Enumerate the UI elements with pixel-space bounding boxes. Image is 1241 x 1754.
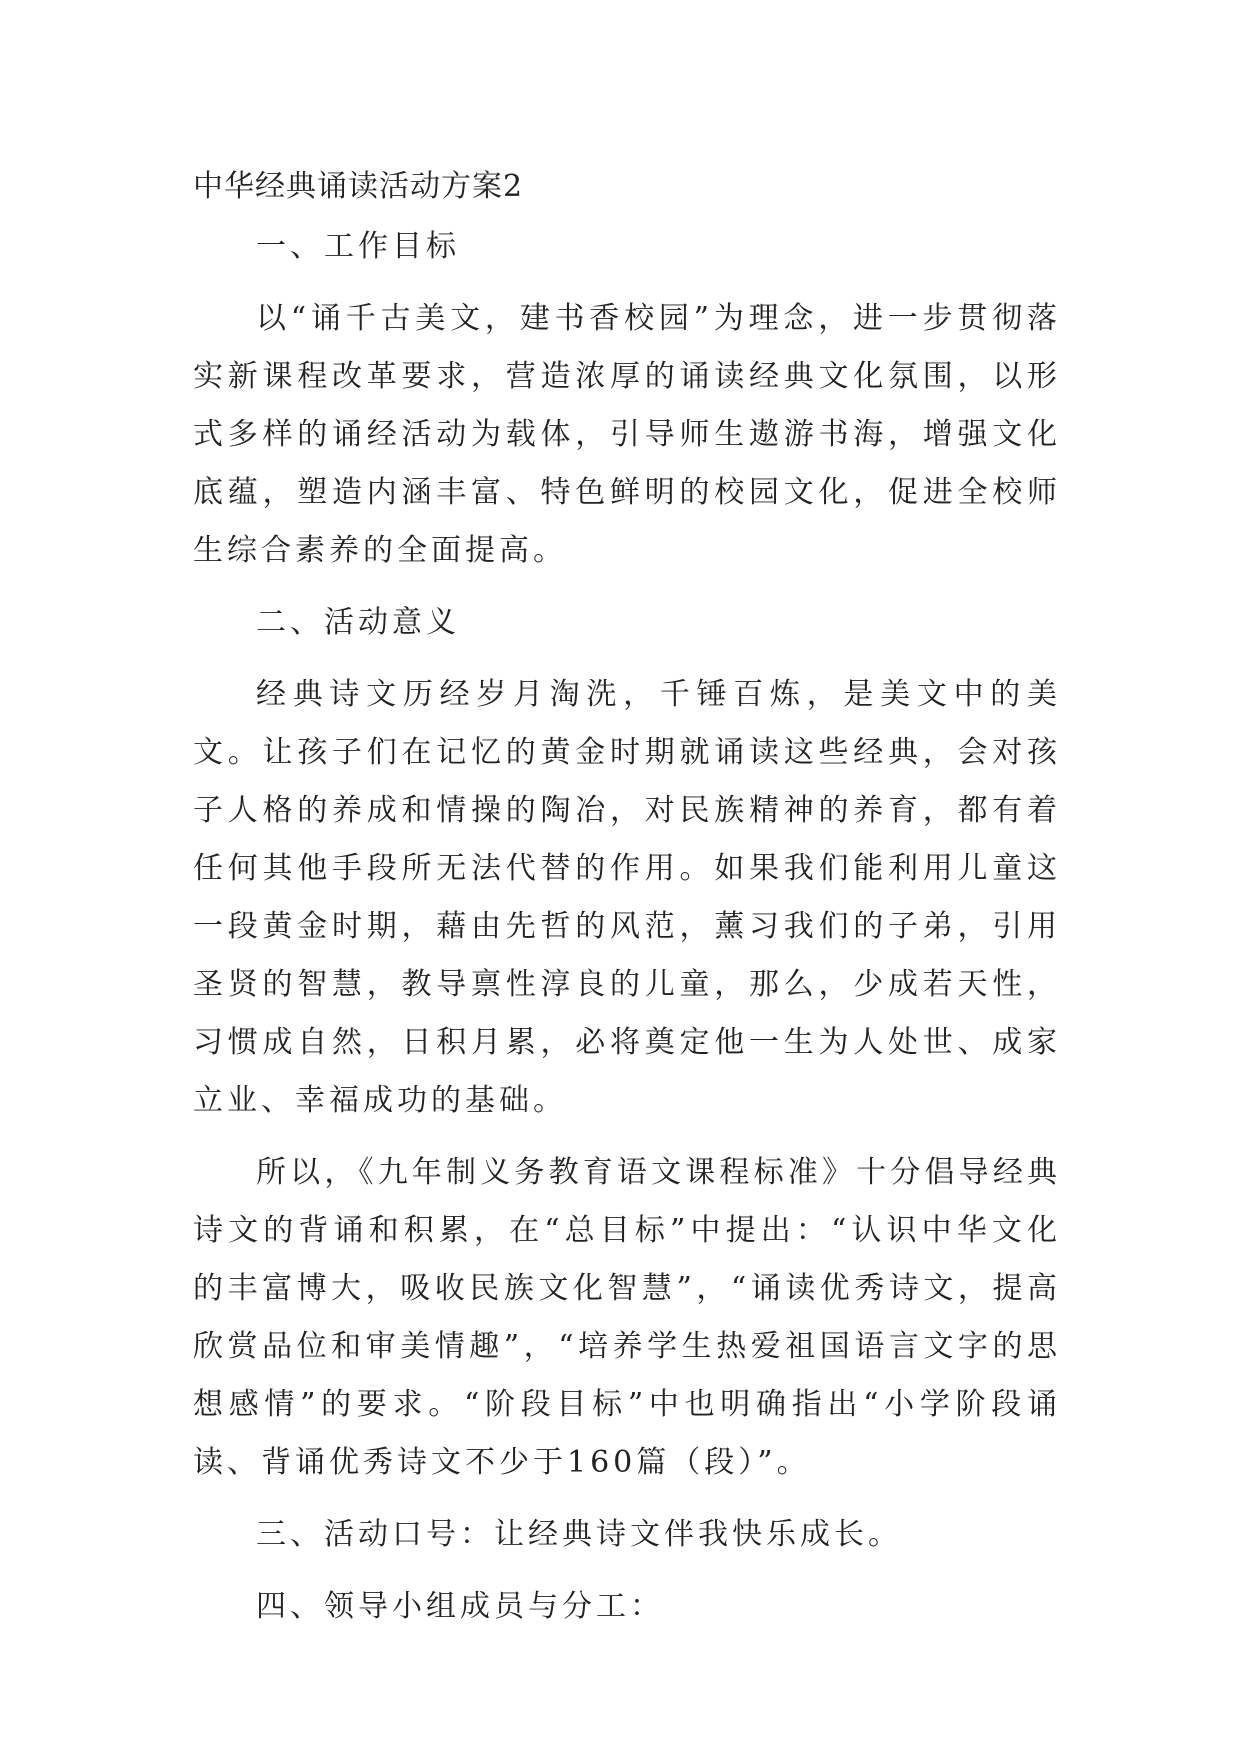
section-heading-goals: 一、工作目标 (256, 229, 460, 264)
section-heading-leadership: 四、领导小组成员与分工： (256, 1589, 664, 1624)
paragraph-goals: 以“诵千古美文，建书香校园”为理念，进一步贯彻落实新课程改革要求，营造浓厚的诵读经典文化氛围，以形式多样的诵经活动为载体，引导师生遨游书海，增强文化底蕴，塑造内涵丰富、特色鲜明的校园文化，促进全校师生综合素养的全面提高。 (193, 301, 1061, 568)
document-body (193, 158, 1061, 1650)
section-heading-slogan: 三、活动口号：让经典诗文伴我快乐成长。 (256, 1517, 902, 1552)
section-heading-significance: 二、活动意义 (256, 605, 460, 640)
document-title: 中华经典诵读活动方案2 (193, 169, 524, 204)
paragraph-significance-1: 经典诗文历经岁月淘洗，千锤百炼，是美文中的美文。让孩子们在记忆的黄金时期就诵读这些经典，会对孩子人格的养成和情操的陶冶，对民族精神的养育，都有着任何其他手段所无法代替的作用。如果我们能利用儿童这一段黄金时期，藉由先哲的风范，薰习我们的子弟，引用圣贤的智慧，教导禀性淳良的儿童，那么，少成若天性，习惯成自然，日积月累，必将奠定他一生为人处世、成家立业、幸福成功的基础。 (193, 677, 1061, 1118)
paragraph-significance-2: 所以，《九年制义务教育语文课程标准》十分倡导经典诗文的背诵和积累，在“总目标”中提出：“认识中华文化的丰富博大，吸收民族文化智慧”，“诵读优秀诗文，提高欣赏品位和审美情趣”，“培养学生热爱祖国语言文字的思想感情”的要求。“阶段目标”中也明确指出“小学阶段诵读、背诵优秀诗文不少于160篇（段）”。 (193, 1155, 1061, 1480)
